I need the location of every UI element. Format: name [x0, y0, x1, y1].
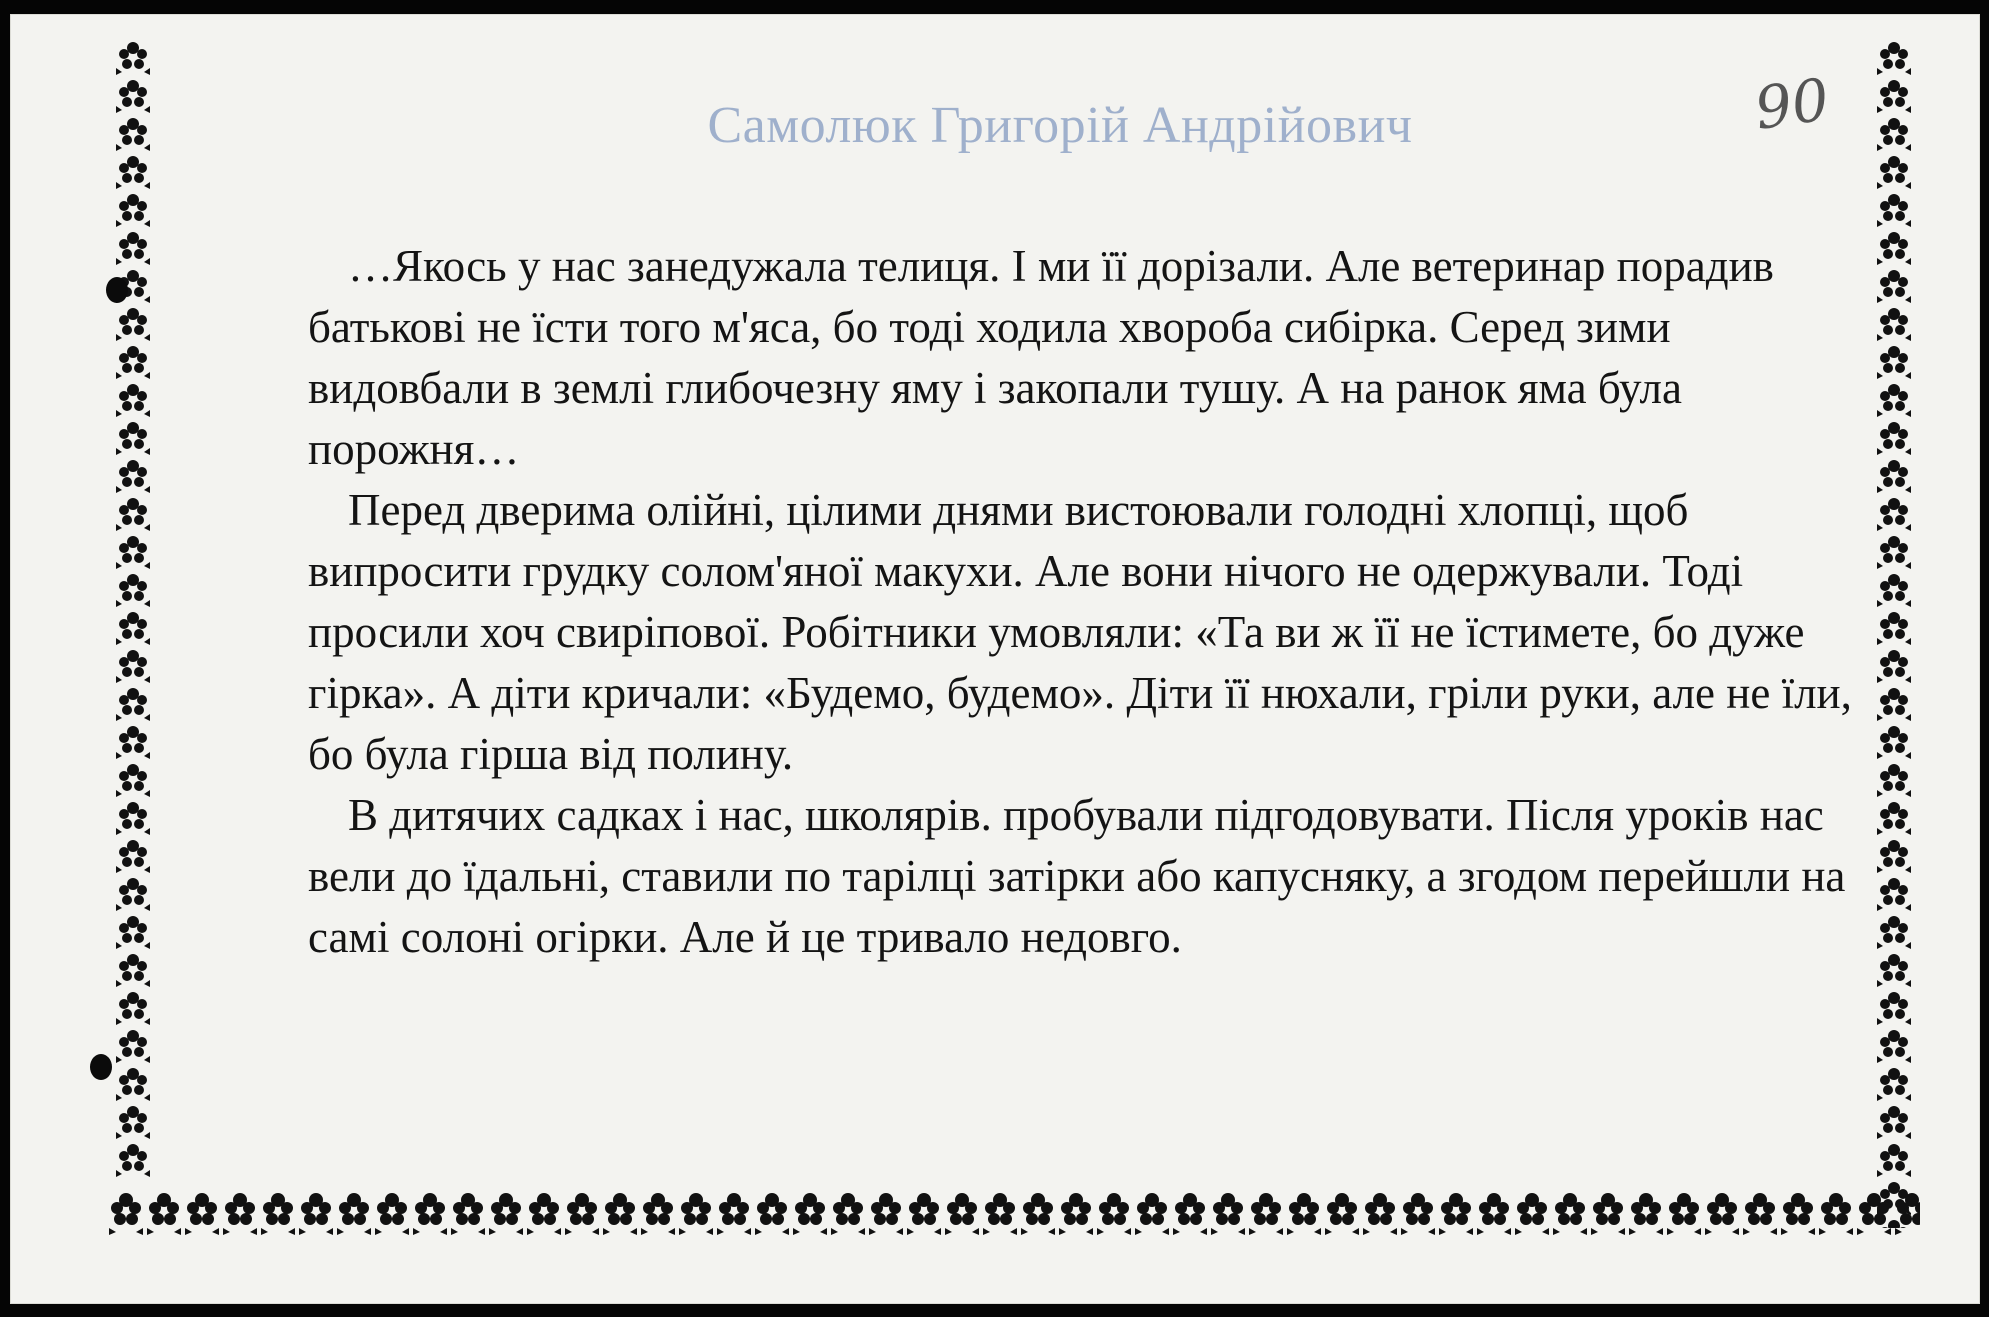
paragraph-1: …Якось у нас занедужала телиця. І ми її дорізали. Але ветеринар порадив батькові не їсти того м'яса, бо тоді ходила хвороба сибірка. Серед зими видовбали в землі глибочезну яму і закопали тушу. А на ранок яма була порожня…: [308, 241, 1774, 474]
handwritten-page-number: 90: [1750, 65, 1834, 143]
punch-hole-icon: [90, 1054, 112, 1080]
punch-hole-icon: [106, 277, 128, 303]
document-body: [308, 236, 1868, 968]
paper-card: [10, 14, 1980, 1304]
document-title: Самолюк Григорій Андрійович: [707, 97, 1413, 154]
bottom-flower-border-icon: [107, 1182, 1920, 1236]
paragraph-3: В дитячих садках і нас, школярів. пробували підгодовувати. Після уроків нас вели до їдальні, ставили по тарілці затірки або капусняку, а згодом перейшли на самі солоні огірки. Але й це тривало недовго.: [308, 790, 1846, 962]
paragraph-2: Перед дверима олійні, цілими днями вистоювали голодні хлопці, щоб випросити грудку солом'яної макухи. Але вони нічого не одержували. Тоді просили хоч свиріпової. Робітники умовляли: «Та ви ж її не їстимете, бо дуже гірка». А діти кричали: «Будемо, будемо». Діти її нюхали, гріли руки, але не їли, бо була гірша від полину.: [308, 485, 1852, 779]
right-flower-border-icon: [1868, 38, 1920, 1228]
left-flower-border-icon: [107, 38, 159, 1178]
